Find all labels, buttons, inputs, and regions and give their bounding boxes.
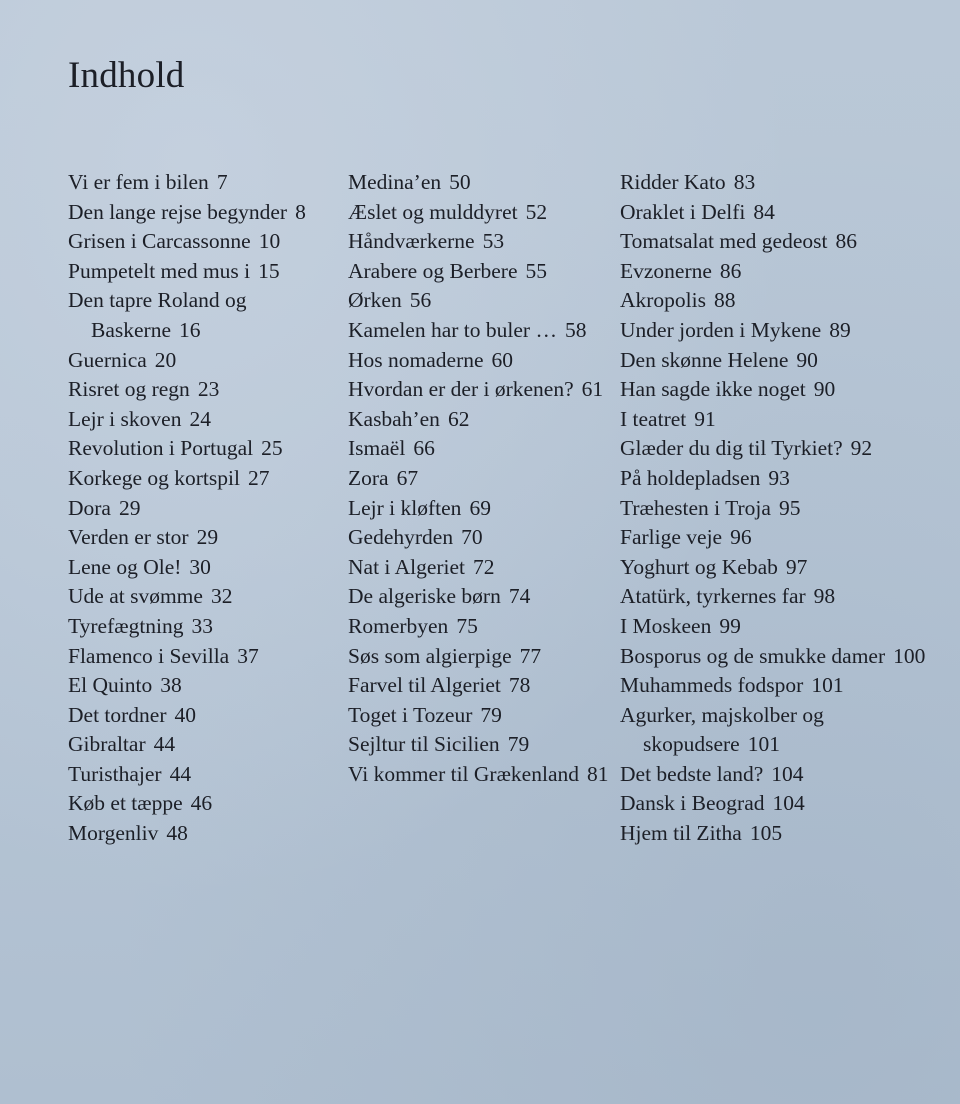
toc-entry	[620, 701, 958, 760]
toc-entry-page-number: 93	[768, 465, 790, 490]
toc-entry	[68, 198, 338, 228]
toc-entry-page-number: 74	[508, 584, 531, 609]
toc-entry-title: Farlige veje	[620, 525, 723, 550]
toc-entry	[68, 434, 338, 464]
toc-entry-title: Toget i Tozeur	[348, 702, 473, 727]
toc-entry	[68, 642, 338, 672]
toc-entry	[348, 730, 610, 760]
toc-entry	[348, 227, 610, 257]
toc-entry-title: Lejr i kløften	[348, 495, 462, 520]
toc-entry-page-number: 56	[409, 288, 432, 313]
toc-column-2	[348, 168, 610, 789]
toc-entry	[620, 494, 958, 524]
toc-entry-title: Romerbyen	[348, 613, 449, 638]
toc-entry	[620, 582, 958, 612]
toc-entry-page-number: 69	[469, 495, 491, 520]
toc-entry	[348, 346, 610, 376]
toc-entry	[348, 494, 610, 524]
toc-entry	[348, 464, 610, 494]
toc-entry	[348, 375, 610, 405]
toc-entry-title: Nat i Algeriet	[348, 554, 466, 579]
toc-entry	[68, 730, 338, 760]
toc-entry	[348, 434, 610, 464]
toc-entry-title: Pumpetelt med mus i	[68, 258, 251, 283]
toc-entry-page-number: 75	[456, 613, 478, 638]
toc-entry-page-number: 10	[258, 229, 281, 254]
toc-entry-page-number: 86	[719, 258, 742, 283]
toc-entry-title: Kamelen har to buler …	[348, 317, 557, 342]
toc-entry-page-number: 72	[473, 554, 495, 579]
toc-entry	[620, 257, 958, 287]
toc-entry-title: Morgenliv	[68, 821, 159, 846]
toc-entry	[348, 642, 610, 672]
toc-entry-page-number: 105	[749, 821, 783, 846]
toc-entry	[348, 760, 610, 790]
toc-entry-title: Arabere og Berbere	[348, 258, 518, 283]
toc-entry-title: Vi kommer til Grækenland	[348, 761, 579, 786]
toc-entry	[348, 671, 610, 701]
toc-entry	[68, 671, 338, 701]
toc-entry-page-number: 81	[587, 761, 609, 786]
toc-entry	[68, 612, 338, 642]
toc-entry-page-number: 90	[796, 347, 818, 372]
toc-entry-page-number: 104	[772, 791, 805, 816]
toc-entry-title: Oraklet i Delfi	[620, 199, 746, 224]
toc-entry-page-number: 67	[396, 465, 419, 490]
toc-entry-page-number: 27	[247, 465, 270, 490]
toc-entry-title: El Quinto	[68, 673, 153, 698]
toc-entry	[348, 257, 610, 287]
toc-entry-title: Køb et tæppe	[68, 791, 183, 816]
toc-entry	[68, 375, 338, 405]
toc-entry-title: De algeriske børn	[348, 584, 501, 609]
toc-entry-title: Det tordner	[68, 702, 167, 727]
toc-entry-title: Gibraltar	[68, 732, 146, 757]
toc-entry-title: Atatürk, tyrkernes far	[620, 584, 806, 609]
toc-entry-title: Den tapre Roland og Baskerne	[68, 288, 247, 342]
toc-entry-title: Kasbah’en	[348, 406, 440, 431]
toc-entry-title: Lejr i skoven	[68, 406, 182, 431]
toc-entry	[68, 464, 338, 494]
toc-entry-title: Akropolis	[620, 288, 706, 313]
toc-entry-title: Ørken	[348, 288, 402, 313]
toc-entry-page-number: 78	[508, 673, 531, 698]
toc-entry	[620, 642, 958, 672]
toc-entry-page-number: 101	[811, 673, 844, 698]
toc-entry-page-number: 25	[261, 436, 283, 461]
toc-entry	[620, 198, 958, 228]
toc-entry-title: Bosporus og de smukke damer	[620, 643, 886, 668]
toc-entry-page-number: 98	[813, 584, 836, 609]
toc-entry-title: Hjem til Zitha	[620, 821, 742, 846]
toc-entry	[68, 582, 338, 612]
toc-entry	[620, 523, 958, 553]
toc-entry-title: Zora	[348, 465, 389, 490]
toc-entry	[620, 671, 958, 701]
toc-entry-title: Træhesten i Troja	[620, 495, 771, 520]
toc-entry-page-number: 24	[189, 406, 211, 431]
toc-entry	[620, 612, 958, 642]
toc-entry	[620, 346, 958, 376]
toc-entry-page-number: 96	[730, 525, 752, 550]
toc-entry-title: Tomatsalat med gedeost	[620, 229, 828, 254]
toc-entry	[620, 434, 958, 464]
toc-entry-title: Han sagde ikke noget	[620, 377, 806, 402]
toc-entry-page-number: 48	[166, 821, 188, 846]
toc-entry-title: Gedehyrden	[348, 525, 454, 550]
toc-entry-page-number: 79	[480, 702, 502, 727]
toc-entry-page-number: 40	[174, 702, 197, 727]
toc-entry-page-number: 89	[829, 317, 851, 342]
toc-entry-page-number: 7	[216, 170, 228, 194]
toc-entry-title: Revolution i Portugal	[68, 436, 254, 461]
toc-entry-title: Yoghurt og Kebab	[620, 554, 778, 579]
toc-entry-page-number: 95	[778, 495, 801, 520]
toc-column-1	[68, 168, 338, 849]
toc-entry-page-number: 100	[893, 643, 926, 668]
toc-entry	[620, 375, 958, 405]
toc-entry-title: Hvordan er der i ørkenen?	[348, 377, 574, 402]
toc-entry-page-number: 32	[210, 584, 233, 609]
toc-entry-title: Muhammeds fodspor	[620, 673, 804, 698]
toc-entry	[348, 612, 610, 642]
toc-entry	[620, 819, 958, 849]
toc-entry-title: Risret og regn	[68, 377, 190, 402]
toc-entry-page-number: 52	[525, 199, 548, 224]
toc-entry-page-number: 62	[447, 406, 470, 431]
toc-entry	[620, 227, 958, 257]
toc-entry-page-number: 30	[189, 554, 211, 579]
toc-entry-title: Vi er fem i bilen	[68, 170, 209, 194]
toc-entry-title: Hos nomaderne	[348, 347, 484, 372]
toc-entry-title: Æslet og mulddyret	[348, 199, 518, 224]
toc-entry	[68, 405, 338, 435]
toc-entry	[620, 553, 958, 583]
toc-entry-title: Korkege og kortspil	[68, 465, 240, 490]
toc-entry-page-number: 50	[449, 170, 471, 194]
toc-entry-page-number: 46	[190, 791, 213, 816]
toc-entry-title: Ridder Kato	[620, 170, 726, 194]
toc-entry	[348, 286, 610, 316]
toc-entry-page-number: 23	[197, 377, 220, 402]
toc-entry-title: Ude at svømme	[68, 584, 203, 609]
toc-entry-title: Søs som algierpige	[348, 643, 512, 668]
toc-entry	[348, 553, 610, 583]
toc-entry	[68, 760, 338, 790]
toc-entry-page-number: 91	[694, 406, 716, 431]
toc-entry-page-number: 92	[850, 436, 873, 461]
toc-entry-page-number: 58	[564, 317, 587, 342]
toc-entry-title: Den lange rejse begynder	[68, 199, 288, 224]
toc-entry-title: Håndværkerne	[348, 229, 475, 254]
toc-entry-page-number: 61	[581, 377, 604, 402]
toc-entry	[348, 198, 610, 228]
toc-entry-page-number: 97	[785, 554, 808, 579]
toc-entry-title: Ismaël	[348, 436, 406, 461]
toc-entry	[68, 701, 338, 731]
toc-entry	[348, 316, 610, 346]
toc-entry-title: Evzonerne	[620, 258, 712, 283]
toc-entry	[348, 701, 610, 731]
toc-entry-title: Flamenco i Sevilla	[68, 643, 230, 668]
toc-entry-page-number: 77	[519, 643, 542, 668]
toc-entry-title: Verden er stor	[68, 525, 189, 550]
toc-entry-page-number: 79	[507, 732, 530, 757]
page-title: Indhold	[68, 55, 185, 96]
toc-entry-page-number: 101	[747, 732, 780, 757]
toc-entry-page-number: 88	[714, 288, 736, 313]
toc-entry-page-number: 20	[154, 347, 177, 372]
toc-entry	[68, 257, 338, 287]
toc-entry	[348, 405, 610, 435]
toc-entry-page-number: 53	[482, 229, 505, 254]
toc-entry	[68, 494, 338, 524]
toc-entry-page-number: 33	[191, 613, 214, 638]
toc-entry-title: Medina’en	[348, 170, 442, 194]
toc-entry-page-number: 70	[461, 525, 483, 550]
toc-entry-title: På holdepladsen	[620, 465, 761, 490]
toc-entry	[620, 405, 958, 435]
toc-entry-page-number: 16	[179, 317, 201, 342]
toc-entry	[68, 553, 338, 583]
toc-entry-title: Grisen i Carcassonne	[68, 229, 251, 254]
toc-entry-title: Farvel til Algeriet	[348, 673, 501, 698]
toc-entry-page-number: 83	[733, 170, 756, 194]
toc-entry-page-number: 66	[413, 436, 435, 461]
toc-entry-page-number: 90	[813, 377, 836, 402]
toc-entry-title: Sejltur til Sicilien	[348, 732, 500, 757]
toc-entry-page-number: 29	[118, 495, 141, 520]
toc-entry-page-number: 44	[169, 761, 192, 786]
toc-entry-title: Tyrefægtning	[68, 613, 184, 638]
toc-entry	[620, 464, 958, 494]
toc-entry-title: Lene og Ole!	[68, 554, 182, 579]
toc-entry	[68, 346, 338, 376]
toc-entry	[68, 286, 338, 345]
toc-entry-title: Under jorden i Mykene	[620, 317, 822, 342]
toc-entry-page-number: 104	[771, 761, 804, 786]
toc-entry-page-number: 86	[835, 229, 857, 254]
toc-entry-page-number: 44	[153, 732, 176, 757]
toc-entry-title: Glæder du dig til Tyrkiet?	[620, 436, 843, 461]
toc-column-3	[620, 168, 958, 849]
toc-entry-page-number: 29	[196, 525, 219, 550]
toc-entry-title: I Moskeen	[620, 613, 712, 638]
toc-entry-title: Guernica	[68, 347, 147, 372]
toc-entry-page-number: 38	[160, 673, 182, 698]
toc-entry	[68, 168, 338, 198]
toc-entry-title: I teatret	[620, 406, 687, 431]
toc-entry	[620, 760, 958, 790]
toc-entry	[68, 789, 338, 819]
toc-entry-title: Turisthajer	[68, 761, 162, 786]
toc-entry	[620, 789, 958, 819]
toc-entry-title: Dansk i Beograd	[620, 791, 765, 816]
toc-entry	[68, 227, 338, 257]
toc-entry	[348, 523, 610, 553]
toc-entry-page-number: 60	[491, 347, 514, 372]
toc-entry-page-number: 99	[719, 613, 741, 638]
toc-entry-page-number: 8	[295, 199, 306, 224]
toc-entry-title: Den skønne Helene	[620, 347, 789, 372]
toc-entry-page-number: 84	[753, 199, 775, 224]
toc-entry-title: Det bedste land?	[620, 761, 764, 786]
toc-entry	[348, 582, 610, 612]
toc-entry	[348, 168, 610, 198]
toc-entry	[620, 168, 958, 198]
toc-entry-title: Dora	[68, 495, 111, 520]
toc-entry	[620, 316, 958, 346]
toc-entry	[620, 286, 958, 316]
toc-entry-page-number: 15	[258, 258, 280, 283]
toc-entry-page-number: 55	[525, 258, 548, 283]
toc-entry-page-number: 37	[237, 643, 259, 668]
toc-entry-title: Agurker, majskolber og skopudsere	[620, 702, 824, 757]
toc-entry	[68, 819, 338, 849]
toc-entry	[68, 523, 338, 553]
